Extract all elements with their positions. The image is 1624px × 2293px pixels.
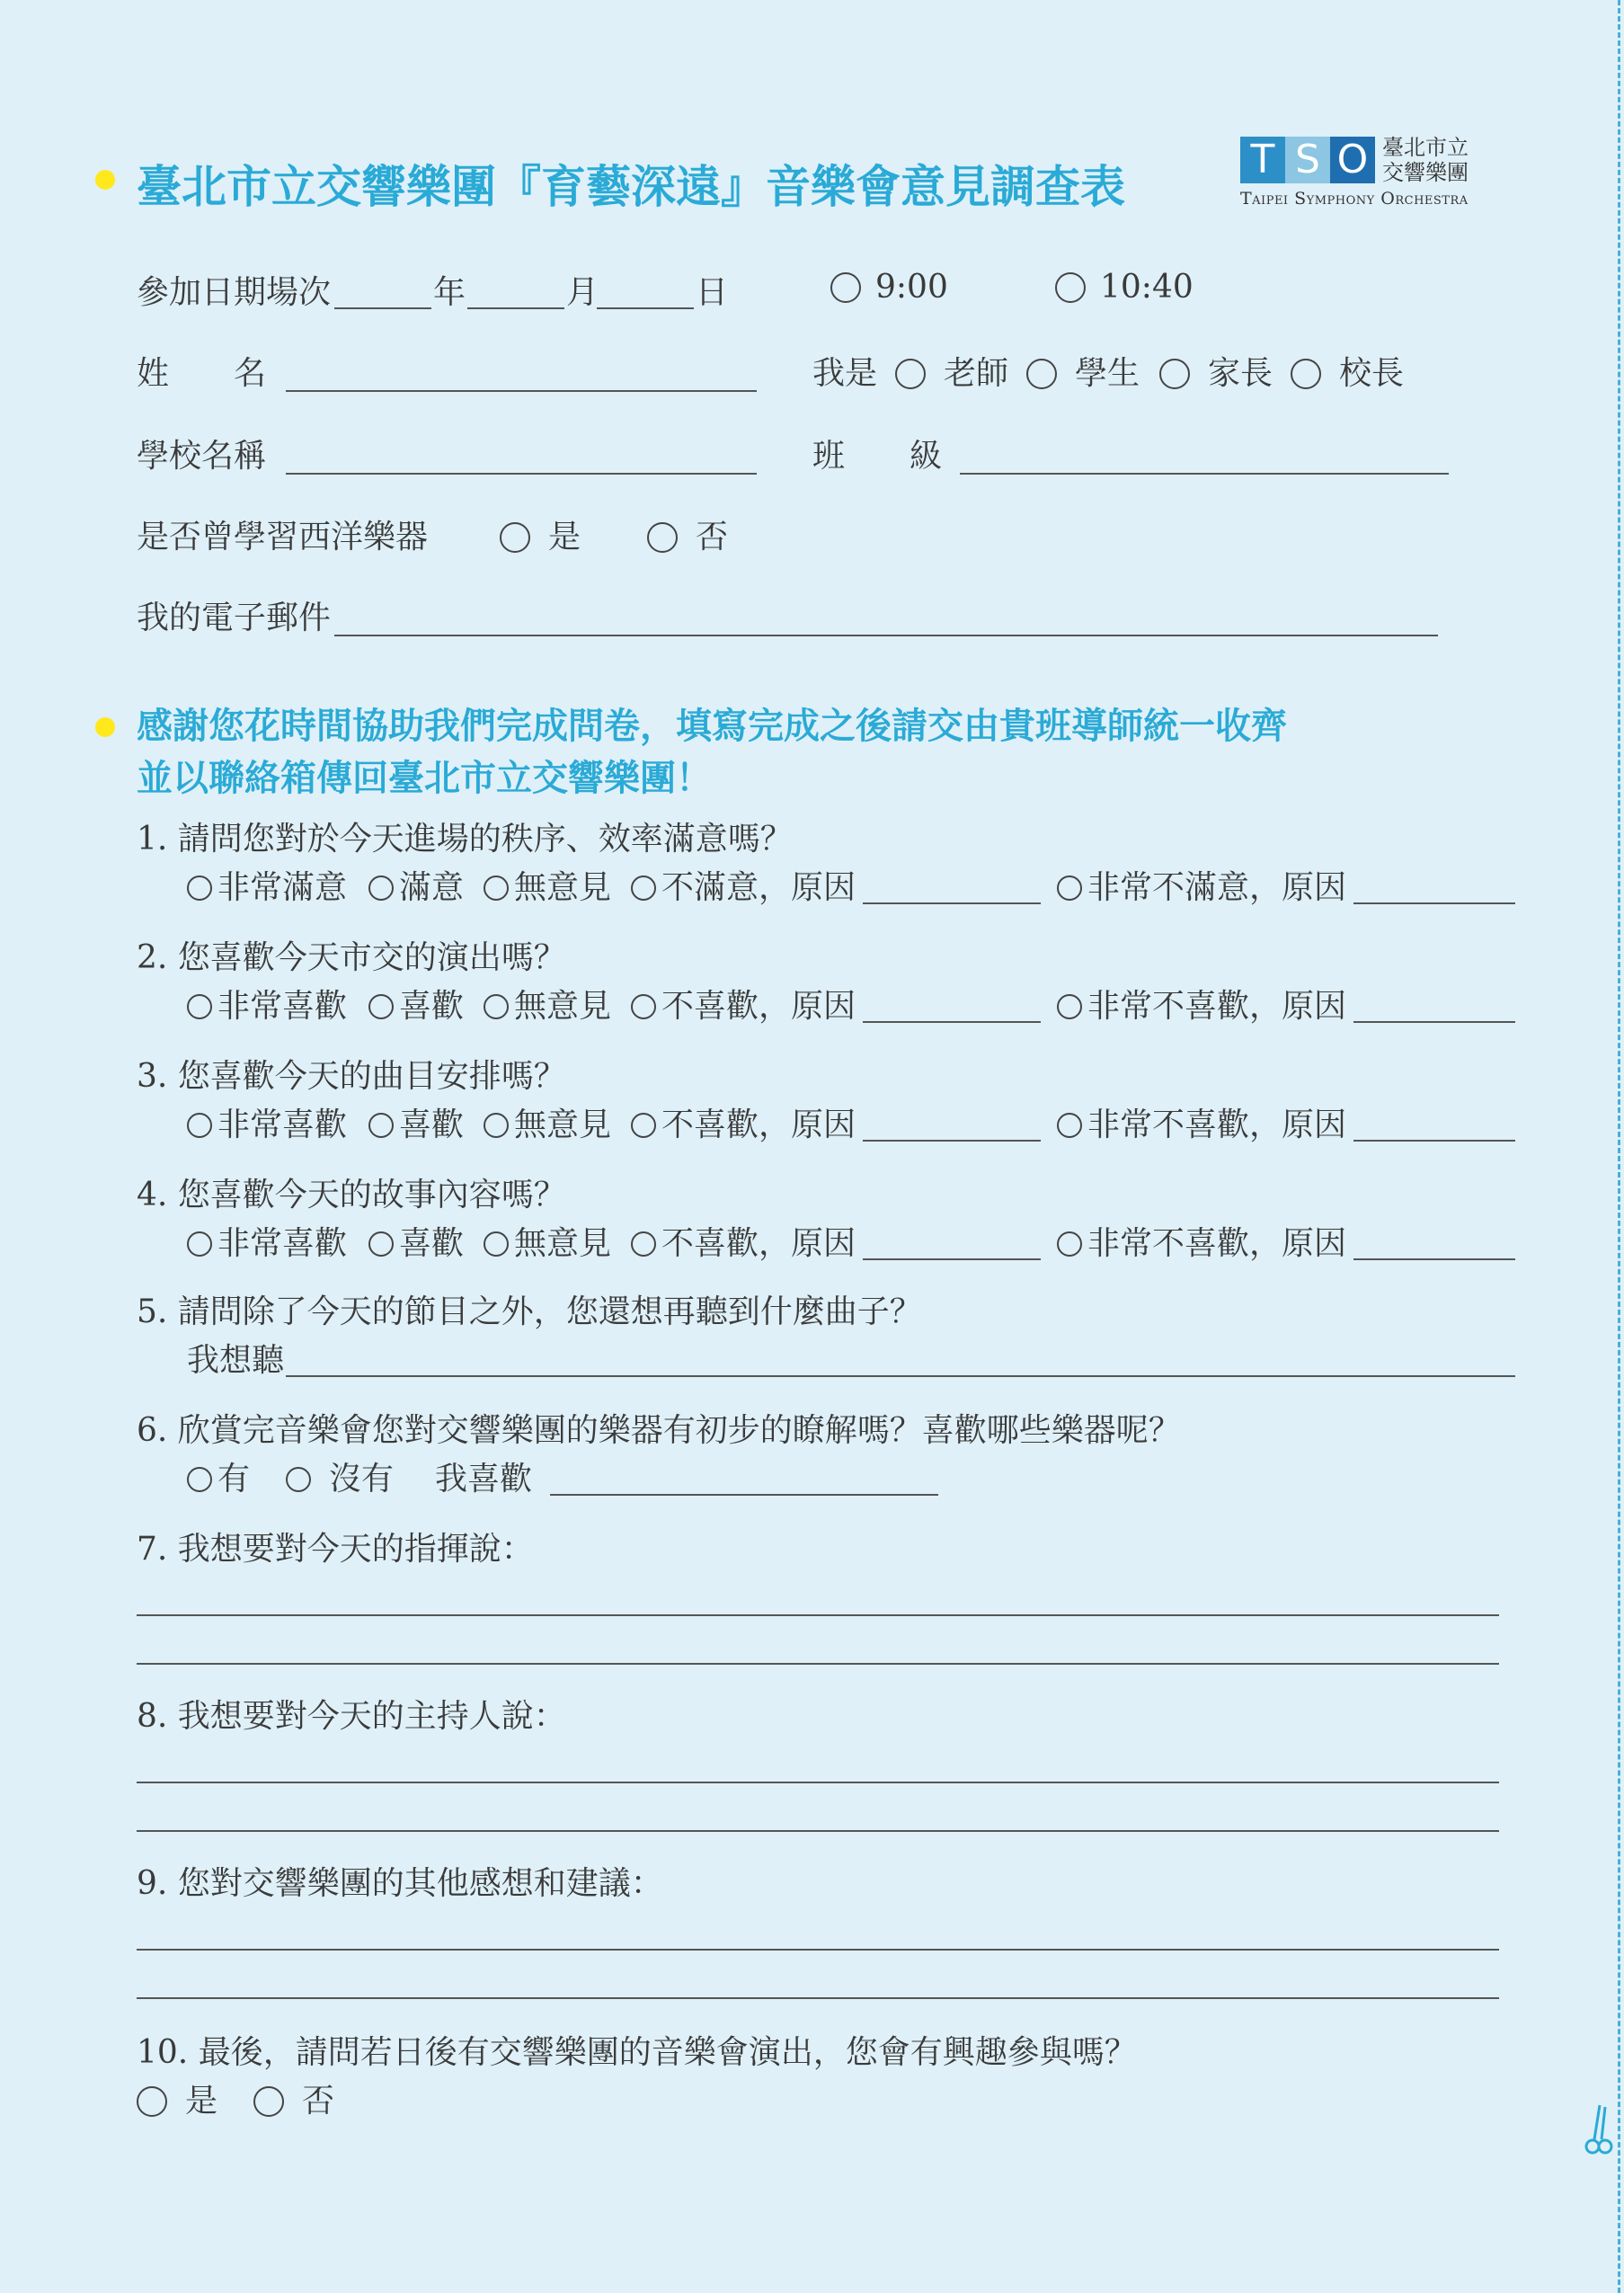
email-label: 我的電子郵件 [137,600,332,636]
q4-option-4-label: 不喜歡，原因 [661,1225,856,1262]
q4-reason-field-2[interactable] [1353,1258,1515,1260]
role-option-student[interactable] [1026,355,1140,392]
logo-letter-s: S [1285,137,1330,183]
date-label: 參加日期場次 [137,274,332,311]
year-label: 年 [433,274,466,311]
radio-q4-1[interactable] [187,1231,212,1257]
question-7: 7. 我想要對今天的指揮說： [137,1531,534,1568]
q2-option-4-label: 不喜歡，原因 [661,988,856,1025]
question-5: 5. 請問除了今天的節目之外，您還想再聽到什麼曲子？ [137,1293,922,1330]
thanks-bullet [95,717,115,737]
q3-option-2-label: 喜歡 [399,1107,465,1143]
q2-option-5-label: 非常不喜歡，原因 [1087,988,1347,1025]
q1-option-1[interactable] [187,869,348,906]
radio-q2-1[interactable] [187,994,212,1019]
radio-q1-1[interactable] [187,875,212,901]
question-8: 8. 我想要對今天的主持人說： [137,1698,566,1735]
question-10: 10. 最後，請問若日後有交響樂團的音樂會演出，您會有興趣參與嗎？ [137,2034,1137,2071]
q6-yes-label: 有 [217,1461,251,1498]
radio-q2-3[interactable] [484,994,509,1019]
q2-option-3[interactable] [484,988,612,1025]
radio-instrument-yes[interactable] [500,522,530,553]
title-bullet [95,170,115,190]
q6-like-field[interactable] [550,1494,938,1496]
q10-option-yes[interactable] [137,2085,217,2118]
q4-option-3-label: 無意見 [514,1225,612,1262]
logo-en-name: Taipei Symphony Orchestra [1240,189,1469,209]
question-3: 3. 您喜歡今天的曲目安排嗎？ [137,1058,566,1095]
instrument-option-no[interactable] [647,521,728,554]
tso-logo [1240,137,1377,183]
radio-time-1[interactable] [830,272,861,303]
radio-parent[interactable] [1159,359,1190,389]
q4-reason-field-1[interactable] [863,1258,1041,1260]
q1-option-5[interactable] [1057,869,1347,906]
q2-option-1[interactable] [187,988,348,1025]
radio-q4-5[interactable] [1057,1231,1082,1257]
q1-option-1-label: 非常滿意 [217,869,348,906]
radio-q2-2[interactable] [368,994,394,1019]
q2-option-5[interactable] [1057,988,1347,1025]
q3-option-5-label: 非常不喜歡，原因 [1087,1107,1347,1143]
role-option-parent[interactable] [1159,355,1273,392]
q3-reason-field-2[interactable] [1353,1140,1515,1142]
radio-q10-yes[interactable] [137,2086,167,2117]
q4-option-1-label: 非常喜歡 [217,1225,348,1262]
q1-option-2-label: 滿意 [399,869,465,906]
radio-instrument-no[interactable] [647,522,678,553]
logo-letter-o: O [1330,137,1375,183]
radio-student[interactable] [1026,359,1057,389]
question-2: 2. 您喜歡今天市交的演出嗎？ [137,939,566,976]
q2-option-1-label: 非常喜歡 [217,988,348,1025]
logo-cn-name [1382,135,1469,185]
radio-q4-4[interactable] [631,1231,656,1257]
day-field[interactable] [597,307,694,309]
q6-no-label: 沒有 [329,1461,395,1498]
q2-option-2[interactable] [368,988,465,1025]
q7-answer-line-2[interactable] [137,1663,1499,1665]
radio-q2-4[interactable] [631,994,656,1019]
email-field[interactable] [334,635,1438,636]
q1-option-2[interactable] [368,869,465,906]
q1-option-4[interactable] [631,869,856,906]
logo-cn-line1: 臺北市立 [1382,135,1469,160]
q5-want-label: 我想聽 [187,1342,285,1379]
cut-line [1618,0,1620,2293]
month-label: 月 [566,274,599,311]
role-option-principal[interactable] [1291,355,1405,392]
radio-q3-3[interactable] [484,1113,509,1138]
q3-option-5[interactable] [1057,1109,1346,1142]
radio-q2-5[interactable] [1057,994,1082,1019]
scissors-icon [1582,2103,1618,2157]
q8-answer-line-2[interactable] [137,1830,1499,1832]
radio-q1-3[interactable] [484,875,509,901]
q4-option-2-label: 喜歡 [399,1225,465,1262]
question-9: 9. 您對交響樂團的其他感想和建議： [137,1865,663,1902]
q6-like-label: 我喜歡 [435,1461,533,1498]
radio-q3-5[interactable] [1057,1113,1082,1138]
q2-reason-field-2[interactable] [1353,1021,1515,1023]
radio-q10-no[interactable] [253,2086,284,2117]
radio-q3-4[interactable] [631,1113,656,1138]
school-label: 學校名稱 [137,438,267,475]
instrument-question: 是否曾學習西洋樂器 [137,519,429,555]
question-6: 6. 欣賞完音樂會您對交響樂團的樂器有初步的瞭解嗎？喜歡哪些樂器呢？ [137,1412,1181,1449]
q1-option-3-label: 無意見 [514,869,612,906]
name-label: 姓 名 [137,355,267,392]
question-1: 1. 請問您對於今天進場的秩序、效率滿意嗎？ [137,821,793,858]
q8-answer-line-1[interactable] [137,1782,1499,1783]
q6-option-yes[interactable] [187,1463,250,1496]
q4-option-4[interactable] [631,1225,856,1262]
q1-reason-field-1[interactable] [863,902,1041,904]
q1-option-3[interactable] [484,869,612,906]
role-option-teacher[interactable] [895,355,1009,392]
instrument-no-label: 否 [696,519,729,555]
q4-option-1[interactable] [187,1225,348,1262]
q3-option-3[interactable] [484,1109,611,1142]
radio-q1-5[interactable] [1057,875,1082,901]
class-label: 班 級 [812,438,943,475]
q2-option-4[interactable] [631,988,856,1025]
school-field[interactable] [286,473,757,475]
q4-option-5-label: 非常不喜歡，原因 [1087,1225,1347,1262]
role-student-label: 學生 [1075,355,1140,392]
q1-option-4-label: 不滿意，原因 [661,869,856,906]
q5-answer-field[interactable] [286,1375,1515,1377]
class-field[interactable] [960,473,1449,475]
time-option-1[interactable] [830,271,948,304]
radio-principal[interactable] [1291,359,1321,389]
thanks-line-1: 感謝您花時間協助我們完成問卷，填寫完成之後請交由貴班導師統一收齊 [137,705,1287,747]
role-teacher-label: 老師 [944,355,1009,392]
radio-q1-2[interactable] [368,875,394,901]
q3-option-1-label: 非常喜歡 [217,1107,348,1143]
instrument-yes-label: 是 [548,519,581,555]
q4-option-2[interactable] [368,1225,465,1262]
q2-option-2-label: 喜歡 [399,988,465,1025]
q2-option-3-label: 無意見 [514,988,612,1025]
q9-answer-line-1[interactable] [137,1949,1499,1951]
q2-reason-field-1[interactable] [863,1021,1041,1023]
q3-reason-field-1[interactable] [863,1140,1041,1142]
radio-time-2[interactable] [1055,272,1086,303]
role-parent-label: 家長 [1208,355,1273,392]
q3-option-2[interactable] [368,1109,464,1142]
instrument-option-yes[interactable] [500,521,581,554]
q4-option-3[interactable] [484,1225,612,1262]
time-2-label: 10:40 [1100,269,1194,306]
q4-option-5[interactable] [1057,1225,1347,1262]
q6-option-no[interactable] [286,1463,394,1496]
role-principal-label: 校長 [1339,355,1405,392]
radio-q4-2[interactable] [368,1231,394,1257]
q10-yes-label: 是 [185,2083,218,2120]
radio-q6-no[interactable] [286,1467,311,1492]
q10-option-no[interactable] [253,2085,334,2118]
q3-option-1[interactable] [187,1109,347,1142]
role-label: 我是 [812,355,878,392]
radio-teacher[interactable] [895,359,926,389]
question-4: 4. 您喜歡今天的故事內容嗎？ [137,1177,566,1213]
q10-no-label: 否 [302,2083,335,2120]
q1-reason-field-2[interactable] [1353,902,1515,904]
logo-cn-line2: 交響樂團 [1382,160,1469,185]
page-title: 臺北市立交響樂團『育藝深遠』音樂會意見調查表 [137,160,1125,213]
day-label: 日 [696,274,729,311]
time-1-label: 9:00 [875,269,948,306]
logo-letter-t: T [1240,137,1285,183]
q3-option-4-label: 不喜歡，原因 [661,1107,856,1143]
q7-answer-line-1[interactable] [137,1614,1499,1616]
thanks-line-2: 並以聯絡箱傳回臺北市立交響樂團！ [137,757,712,799]
radio-q4-3[interactable] [484,1231,509,1257]
q9-answer-line-2[interactable] [137,1997,1499,1999]
q1-option-5-label: 非常不滿意，原因 [1087,869,1347,906]
year-field[interactable] [334,307,431,309]
radio-q3-1[interactable] [187,1113,212,1138]
q3-option-4[interactable] [631,1109,856,1142]
radio-q6-yes[interactable] [187,1467,212,1492]
time-option-2[interactable] [1055,271,1194,304]
radio-q3-2[interactable] [368,1113,394,1138]
radio-q1-4[interactable] [631,875,656,901]
month-field[interactable] [467,307,564,309]
name-field[interactable] [286,390,757,392]
q3-option-3-label: 無意見 [514,1107,612,1143]
